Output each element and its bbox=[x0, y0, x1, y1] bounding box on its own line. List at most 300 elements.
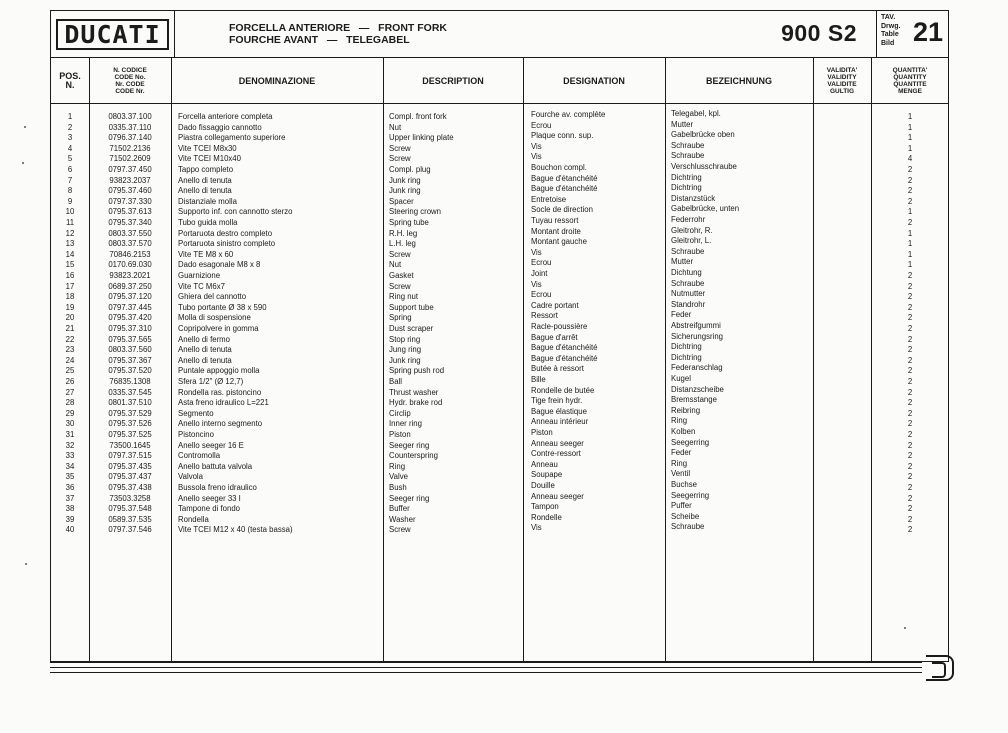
part-name-fr: Cadre portant bbox=[531, 300, 579, 310]
table-row bbox=[51, 352, 948, 367]
part-name-en: Compl. front fork bbox=[389, 112, 447, 121]
part-position: 29 bbox=[65, 408, 75, 418]
table-row bbox=[51, 342, 948, 356]
part-quantity: 1 bbox=[907, 260, 913, 270]
scan-speck bbox=[22, 162, 24, 164]
part-name-it: Vite TE M8 x 60 bbox=[178, 249, 234, 259]
part-name-fr: Douille bbox=[531, 481, 555, 490]
part-name-en: Ball bbox=[389, 377, 403, 386]
col-bezeichnung: BEZEICHNUNG bbox=[705, 75, 772, 86]
table-row bbox=[51, 225, 948, 240]
part-quantity: 2 bbox=[907, 451, 913, 461]
part-name-it: Anello interno segmento bbox=[178, 419, 263, 429]
part-name-de: Schraube bbox=[671, 246, 705, 256]
table-row bbox=[51, 140, 948, 155]
part-name-fr: Anneau seeger bbox=[531, 491, 584, 501]
part-quantity: 2 bbox=[907, 366, 913, 376]
table-row bbox=[51, 384, 948, 399]
part-name-de: Gabelbrücke, unten bbox=[671, 204, 740, 214]
part-position: 1 bbox=[67, 112, 73, 121]
part-name-en: Junk ring bbox=[389, 175, 421, 185]
part-quantity: 1 bbox=[907, 122, 913, 132]
part-name-it: Vite TCEI M12 x 40 (testa bassa) bbox=[178, 525, 293, 535]
tav-label: TAV. bbox=[881, 14, 896, 21]
part-name-de: Mutter bbox=[671, 257, 694, 267]
part-name-en: Jung ring bbox=[389, 345, 422, 355]
part-position: 40 bbox=[65, 525, 75, 535]
part-name-fr: Piston bbox=[531, 428, 553, 437]
part-quantity: 2 bbox=[907, 483, 913, 492]
part-position: 28 bbox=[65, 398, 75, 408]
table-row bbox=[51, 109, 948, 123]
part-name-de: Telegabel, kpl. bbox=[671, 109, 721, 118]
part-position: 3 bbox=[67, 133, 73, 143]
part-name-en: Upper linking plate bbox=[389, 133, 454, 143]
part-name-en: Spring tube bbox=[389, 218, 429, 227]
part-position: 17 bbox=[65, 281, 75, 291]
logo-box bbox=[51, 11, 175, 58]
part-quantity: 2 bbox=[907, 196, 913, 206]
part-name-de: Federrohr bbox=[671, 215, 706, 224]
page-title bbox=[229, 22, 447, 46]
part-code: 0801.37.510 bbox=[108, 398, 152, 408]
part-position: 11 bbox=[65, 218, 75, 227]
part-position: 25 bbox=[65, 366, 75, 376]
part-quantity: 2 bbox=[907, 355, 913, 365]
part-name-de: Dichtring bbox=[671, 183, 702, 193]
part-name-fr: Bague d'étanchéité bbox=[531, 353, 598, 363]
part-name-en: L.H. leg bbox=[389, 239, 416, 249]
part-position: 23 bbox=[65, 345, 75, 355]
part-name-en: Spring push rod bbox=[389, 366, 445, 376]
part-name-de: Dichtring bbox=[671, 352, 702, 362]
parts-table-frame bbox=[50, 10, 949, 662]
part-name-it: Anello seeger 16 E bbox=[178, 440, 244, 450]
part-code: 0795.37.340 bbox=[108, 218, 152, 227]
part-quantity: 2 bbox=[907, 186, 913, 196]
part-name-it: Supporto inf. con cannotto sterzo bbox=[178, 207, 293, 217]
table-number: 21 bbox=[912, 17, 943, 47]
part-position: 7 bbox=[67, 175, 73, 185]
part-name-fr: Ecrou bbox=[531, 290, 552, 300]
table-row bbox=[51, 490, 948, 505]
part-code: 0796.37.140 bbox=[108, 133, 152, 143]
part-code: 0797.37.546 bbox=[108, 525, 152, 535]
part-code: 0795.37.120 bbox=[108, 292, 152, 302]
part-name-fr: Rondelle de butée bbox=[531, 385, 595, 395]
table-number-box bbox=[876, 11, 948, 58]
part-name-it: Vite TC M6x7 bbox=[178, 281, 225, 291]
part-code: 0795.37.438 bbox=[108, 483, 152, 492]
part-quantity: 2 bbox=[907, 313, 913, 323]
part-quantity: 2 bbox=[907, 345, 913, 355]
part-name-it: Asta freno idraulico L=221 bbox=[178, 398, 269, 408]
part-name-de: Feder bbox=[671, 448, 692, 458]
part-position: 37 bbox=[65, 493, 75, 503]
part-name-fr: Tige frein hydr. bbox=[531, 396, 583, 406]
part-position: 14 bbox=[65, 249, 75, 259]
table-row bbox=[51, 469, 948, 483]
part-name-en: Ring nut bbox=[389, 292, 419, 302]
part-position: 12 bbox=[65, 228, 75, 238]
part-name-fr: Bague d'arrêt bbox=[531, 332, 578, 342]
table-row bbox=[51, 289, 948, 303]
part-name-fr: Entretoise bbox=[531, 194, 567, 204]
part-quantity: 2 bbox=[907, 472, 913, 482]
table-row bbox=[51, 395, 948, 409]
part-name-de: Buchse bbox=[671, 480, 698, 489]
part-code: 73503.3258 bbox=[109, 493, 151, 503]
part-name-de: Dichtring bbox=[671, 342, 702, 352]
part-name-it: Bussola freno idraulico bbox=[178, 483, 257, 492]
part-code: 93823.2037 bbox=[109, 175, 151, 185]
part-name-fr: Fourche av. complète bbox=[531, 110, 606, 119]
part-position: 18 bbox=[65, 292, 75, 302]
table-row bbox=[51, 246, 948, 261]
part-code: 0797.37.450 bbox=[108, 165, 152, 174]
part-name-de: Schraube bbox=[671, 151, 705, 161]
part-quantity: 2 bbox=[907, 387, 913, 397]
page-end-icon bbox=[926, 655, 954, 681]
part-name-fr: Vis bbox=[531, 152, 542, 162]
part-quantity: 2 bbox=[907, 419, 913, 429]
part-name-fr: Soupape bbox=[531, 470, 563, 480]
part-code: 0803.37.570 bbox=[108, 239, 152, 249]
part-quantity: 2 bbox=[907, 408, 913, 418]
part-position: 22 bbox=[65, 334, 75, 344]
part-name-en: Buffer bbox=[389, 504, 410, 514]
part-code: 73500.1645 bbox=[109, 440, 151, 450]
part-quantity: 2 bbox=[907, 514, 913, 524]
part-quantity: 2 bbox=[907, 398, 913, 408]
part-name-de: Schraube bbox=[671, 278, 705, 288]
part-name-de: Seegerring bbox=[671, 490, 710, 500]
part-quantity: 1 bbox=[907, 133, 913, 143]
part-name-en: Inner ring bbox=[389, 419, 422, 429]
part-position: 13 bbox=[65, 239, 75, 249]
part-name-fr: Bouchon compl. bbox=[531, 163, 587, 172]
part-quantity: 2 bbox=[907, 165, 913, 174]
col-quantity: QUANTITA' QUANTITY QUANTITE MENGE bbox=[892, 67, 928, 95]
part-position: 19 bbox=[65, 302, 75, 312]
part-name-en: Hydr. brake rod bbox=[389, 398, 443, 408]
table-row bbox=[51, 363, 948, 377]
part-position: 35 bbox=[65, 472, 75, 482]
part-name-it: Tubo portante Ø 38 x 590 bbox=[178, 302, 267, 312]
part-name-it: Rondella ras. pistoncino bbox=[178, 387, 262, 397]
table-row bbox=[51, 437, 948, 452]
table-row bbox=[51, 172, 948, 187]
drwg-label: Drwg. bbox=[881, 22, 901, 30]
part-name-en: Seeger ring bbox=[389, 493, 430, 503]
col-description: DESCRIPTION bbox=[422, 75, 484, 86]
part-name-en: Washer bbox=[389, 514, 416, 524]
part-name-it: Forcella anteriore completa bbox=[178, 112, 273, 121]
bild-label: Bild bbox=[881, 39, 895, 47]
scan-speck bbox=[25, 563, 27, 565]
table-row bbox=[51, 458, 948, 473]
part-name-it: Anello battuta valvola bbox=[178, 461, 253, 471]
part-name-it: Anello di tenuta bbox=[178, 345, 232, 355]
part-name-de: Abstreifgummi bbox=[671, 321, 721, 330]
part-code: 0589.37.535 bbox=[108, 514, 152, 524]
part-name-fr: Vis bbox=[531, 141, 542, 151]
part-quantity: 1 bbox=[907, 228, 913, 238]
part-name-de: Federanschlag bbox=[671, 363, 723, 373]
part-name-de: Kugel bbox=[671, 374, 691, 383]
scan-speck bbox=[24, 126, 26, 128]
part-name-it: Guarnizione bbox=[178, 271, 221, 280]
part-name-fr: Vis bbox=[531, 523, 542, 533]
part-position: 36 bbox=[65, 483, 75, 492]
part-position: 27 bbox=[65, 387, 75, 397]
part-code: 93823.2021 bbox=[109, 271, 151, 280]
part-quantity: 2 bbox=[907, 218, 913, 227]
part-name-fr: Ecrou bbox=[531, 258, 552, 268]
table-row bbox=[51, 299, 948, 314]
part-name-it: Copripolvere in gomma bbox=[178, 324, 259, 333]
part-position: 15 bbox=[65, 260, 75, 270]
table-row bbox=[51, 268, 948, 282]
table-row bbox=[51, 374, 948, 388]
title-en: FRONT FORK bbox=[378, 22, 447, 34]
col-validity: VALIDITA' VALIDITY VALIDITE GULTIG bbox=[826, 67, 858, 95]
part-code: 71502.2609 bbox=[109, 154, 151, 164]
part-code: 0795.37.613 bbox=[108, 207, 152, 217]
part-name-it: Rondella bbox=[178, 514, 209, 524]
part-name-en: Nut bbox=[389, 260, 402, 270]
part-name-en: Counterspring bbox=[389, 451, 438, 461]
title-de: TELEGABEL bbox=[346, 34, 410, 46]
part-code: 0795.37.526 bbox=[108, 419, 152, 429]
part-code: 0795.37.310 bbox=[108, 324, 152, 333]
col-denominazione: DENOMINAZIONE bbox=[238, 75, 316, 86]
table-row bbox=[51, 501, 948, 515]
part-name-en: Spring bbox=[389, 313, 412, 323]
title-it: FORCELLA ANTERIORE bbox=[229, 22, 351, 34]
part-quantity: 2 bbox=[907, 175, 913, 185]
part-position: 30 bbox=[65, 419, 75, 429]
part-name-fr: Butée à ressort bbox=[531, 364, 584, 374]
part-name-en: Screw bbox=[389, 525, 411, 535]
part-name-de: Ventil bbox=[671, 469, 691, 479]
part-name-de: Schraube bbox=[671, 522, 705, 532]
title-line-2 bbox=[229, 34, 447, 46]
model-name: 900 S2 bbox=[781, 20, 857, 46]
table-row bbox=[51, 427, 948, 441]
part-position: 24 bbox=[65, 355, 75, 365]
footer-rule bbox=[50, 667, 922, 668]
part-name-it: Tappo completo bbox=[178, 165, 234, 174]
part-name-de: Ring bbox=[671, 458, 688, 468]
part-quantity: 2 bbox=[907, 324, 913, 333]
part-name-it: Anello di tenuta bbox=[178, 355, 232, 365]
part-name-fr: Ecrou bbox=[531, 120, 552, 130]
part-code: 0795.37.460 bbox=[108, 186, 152, 196]
part-name-en: Screw bbox=[389, 249, 411, 259]
part-name-it: Vite TCEI M10x40 bbox=[178, 154, 241, 164]
part-name-en: R.H. leg bbox=[389, 228, 418, 238]
part-name-de: Scheibe bbox=[671, 511, 700, 521]
part-name-en: Piston bbox=[389, 430, 411, 439]
part-position: 4 bbox=[67, 143, 73, 153]
part-position: 39 bbox=[65, 514, 75, 524]
part-name-en: Stop ring bbox=[389, 334, 421, 344]
part-name-it: Tubo guida molla bbox=[178, 218, 238, 227]
part-quantity: 1 bbox=[907, 143, 913, 153]
part-quantity: 1 bbox=[907, 249, 913, 259]
part-name-fr: Ressort bbox=[531, 311, 558, 321]
part-name-it: Molla di sospensione bbox=[178, 313, 251, 323]
table-row bbox=[51, 130, 948, 144]
part-name-de: Standrohr bbox=[671, 299, 706, 309]
part-quantity: 2 bbox=[907, 292, 913, 302]
table-row bbox=[51, 183, 948, 197]
part-name-en: Circlip bbox=[389, 408, 411, 418]
part-code: 0795.37.367 bbox=[108, 355, 152, 365]
part-name-fr: Bague d'étanchéité bbox=[531, 343, 598, 353]
part-quantity: 2 bbox=[907, 440, 913, 450]
part-name-fr: Montant gauche bbox=[531, 237, 587, 247]
part-name-it: Sfera 1/2" (Ø 12,7) bbox=[178, 377, 244, 386]
col-pos: POS. N. bbox=[59, 71, 81, 90]
part-name-de: Reibring bbox=[671, 405, 701, 415]
part-code: 0797.37.445 bbox=[108, 302, 152, 312]
part-code: 71502.2136 bbox=[109, 143, 151, 153]
part-code: 0795.37.520 bbox=[108, 366, 152, 376]
part-name-en: Junk ring bbox=[389, 355, 421, 365]
part-position: 5 bbox=[67, 154, 73, 164]
part-name-en: Spacer bbox=[389, 196, 414, 206]
part-quantity: 2 bbox=[907, 281, 913, 291]
part-name-fr: Bague élastique bbox=[531, 406, 587, 416]
part-name-fr: Socle de direction bbox=[531, 205, 593, 215]
part-name-en: Nut bbox=[389, 122, 402, 132]
part-code: 0795.37.525 bbox=[108, 430, 152, 439]
part-name-fr: Joint bbox=[531, 269, 548, 278]
table-number-labels bbox=[881, 14, 900, 48]
table-row bbox=[51, 321, 948, 335]
part-name-it: Ghiera del cannotto bbox=[178, 292, 247, 302]
part-name-en: Seeger ring bbox=[389, 440, 430, 450]
part-name-fr: Anneau seeger bbox=[531, 438, 584, 448]
part-position: 32 bbox=[65, 440, 75, 450]
part-name-fr: Tampon bbox=[531, 502, 559, 512]
part-name-it: Portaruota destro completo bbox=[178, 228, 273, 238]
table-row bbox=[51, 257, 948, 271]
part-quantity: 1 bbox=[907, 112, 913, 121]
part-name-de: Gabelbrücke oben bbox=[671, 130, 735, 140]
title-fr: FOURCHE AVANT bbox=[229, 34, 319, 46]
part-position: 2 bbox=[67, 122, 73, 132]
part-name-en: Ring bbox=[389, 461, 406, 471]
table-row bbox=[51, 331, 948, 346]
table-row bbox=[51, 511, 948, 526]
footer-rules bbox=[50, 660, 922, 680]
title-sep-1: — bbox=[358, 22, 370, 34]
part-code: 0795.37.548 bbox=[108, 504, 152, 514]
part-name-de: Feder bbox=[671, 310, 692, 320]
part-quantity: 2 bbox=[907, 271, 913, 280]
part-quantity: 1 bbox=[907, 239, 913, 249]
part-position: 20 bbox=[65, 313, 75, 323]
table-row bbox=[51, 236, 948, 250]
table-row bbox=[51, 278, 948, 293]
col-designation: DESIGNATION bbox=[563, 75, 625, 86]
part-position: 26 bbox=[65, 377, 75, 386]
part-name-it: Portaruota sinistro completo bbox=[178, 239, 276, 249]
part-code: 0797.37.330 bbox=[108, 196, 152, 206]
part-name-de: Bremsstange bbox=[671, 395, 717, 405]
part-name-it: Vite TCEI M8x30 bbox=[178, 143, 237, 153]
table-row bbox=[51, 448, 948, 462]
part-code: 0795.37.437 bbox=[108, 472, 152, 482]
part-name-it: Dado fissaggio cannotto bbox=[178, 122, 262, 132]
part-name-fr: Tuyau ressort bbox=[531, 216, 579, 225]
part-name-en: Junk ring bbox=[389, 186, 421, 196]
table-row bbox=[51, 480, 948, 494]
table-row bbox=[51, 416, 948, 430]
part-name-fr: Bague d'étanchéité bbox=[531, 184, 598, 194]
part-position: 6 bbox=[67, 165, 73, 174]
part-quantity: 4 bbox=[907, 154, 913, 164]
part-name-fr: Vis bbox=[531, 247, 542, 257]
part-name-en: Support tube bbox=[389, 302, 434, 312]
part-position: 34 bbox=[65, 461, 75, 471]
part-position: 10 bbox=[65, 207, 75, 217]
part-quantity: 2 bbox=[907, 504, 913, 514]
part-code: 0803.37.100 bbox=[108, 112, 152, 121]
part-name-de: Dichtring bbox=[671, 172, 702, 182]
part-name-it: Valvola bbox=[178, 472, 203, 482]
part-position: 31 bbox=[65, 430, 75, 439]
part-name-en: Bush bbox=[389, 483, 407, 492]
part-name-de: Puffer bbox=[671, 501, 692, 511]
part-name-de: Distanzstück bbox=[671, 193, 716, 203]
part-name-fr: Anneau bbox=[531, 459, 558, 469]
part-code: 0170.69.030 bbox=[108, 260, 152, 270]
part-quantity: 2 bbox=[907, 525, 913, 535]
table-row bbox=[51, 151, 948, 165]
part-name-en: Compl. plug bbox=[389, 165, 431, 174]
part-name-it: Piastra collegamento superiore bbox=[178, 133, 286, 143]
part-code: 0795.37.420 bbox=[108, 313, 152, 323]
part-quantity: 2 bbox=[907, 430, 913, 439]
header bbox=[51, 11, 948, 58]
part-code: 0335.37.110 bbox=[108, 122, 152, 132]
part-code: 0803.37.550 bbox=[108, 228, 152, 238]
part-code: 0795.37.529 bbox=[108, 408, 152, 418]
part-name-fr: Vis bbox=[531, 279, 542, 289]
part-name-it: Tampone di fondo bbox=[178, 504, 240, 514]
table-row bbox=[51, 162, 948, 176]
part-position: 38 bbox=[65, 504, 75, 514]
title-line-1 bbox=[229, 22, 447, 34]
table-row bbox=[51, 310, 948, 324]
part-code: 0797.37.515 bbox=[108, 451, 152, 461]
part-name-en: Screw bbox=[389, 281, 411, 291]
footer-rule bbox=[50, 662, 922, 663]
part-position: 16 bbox=[65, 271, 75, 280]
part-name-en: Screw bbox=[389, 143, 411, 153]
part-name-en: Gasket bbox=[389, 271, 414, 280]
part-name-it: Dado esagonale M8 x 8 bbox=[178, 260, 261, 270]
part-code: 0795.37.435 bbox=[108, 461, 152, 471]
part-name-it: Distanziale molla bbox=[178, 196, 237, 206]
part-position: 33 bbox=[65, 451, 75, 461]
part-code: 76835.1308 bbox=[109, 377, 151, 386]
part-position: 21 bbox=[65, 324, 75, 333]
